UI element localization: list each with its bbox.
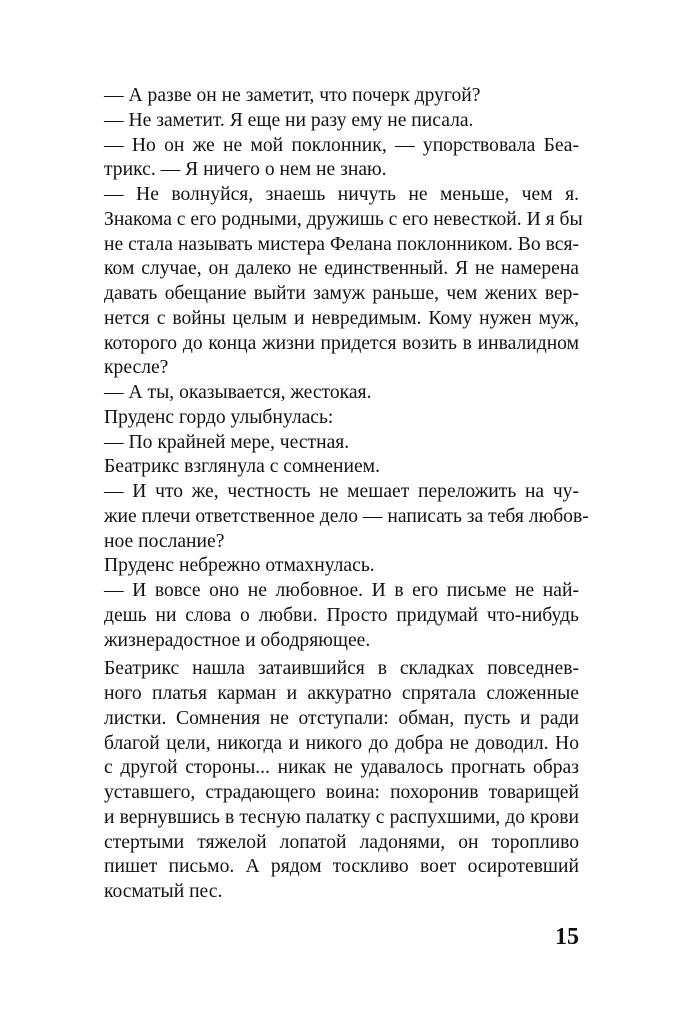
text-line: Пруденс небрежно отмахнулась. xyxy=(104,555,375,577)
text-line: ком случае, он далеко не единственный. Я не намерена xyxy=(104,258,579,280)
text-line: Пруденс гордо улыбнулась: xyxy=(104,406,334,428)
text-line: — Но он же не мой поклонник, — упорствовала Беа- xyxy=(104,134,579,156)
text-line: и вернувшись в тесную палатку с распухшими, до крови xyxy=(104,806,579,828)
text-line: Знакома с его родными, дружишь с его невесткой. И я бы xyxy=(104,208,583,230)
text-line: благой цели, никогда и никого до добра не доводил. Но xyxy=(104,732,579,754)
text-line: листки. Сомнения не отступали: обман, пусть и ради xyxy=(104,707,579,729)
text-line: ного платья карман и аккуратно спрятала сложенные xyxy=(104,683,579,704)
text-line: — А разве он не заметит, что почерк другой? xyxy=(104,85,481,106)
text-line: кресле? xyxy=(104,357,169,379)
text-line: Беатрикс нашла затаившийся в складках повседнев- xyxy=(104,658,579,680)
text-line: ное послание? xyxy=(104,530,225,552)
text-line: не стала называть мистера Фелана поклонником. Во вся- xyxy=(104,233,579,255)
body-text xyxy=(104,84,589,905)
text-line: которого до конца жизни придется возить в инвалидном xyxy=(104,332,579,354)
text-line: — И вовсе оно не любовное. И в его письме не най- xyxy=(104,580,579,601)
text-line: стертыми тяжелой лопатой ладонями, он торопливо xyxy=(104,831,579,853)
text-line: уставшего, страдающего воина: похоронив товарищей xyxy=(104,782,579,803)
text-line: жизнерадостное и ободряющее. xyxy=(104,629,371,651)
text-line: — Не заметит. Я еще ни разу ему не писала. xyxy=(104,109,474,131)
text-line: пишет письмо. А рядом тоскливо воет осиротевший xyxy=(104,856,579,878)
text-line: дешь ни слова о любви. Просто придумай что-нибудь xyxy=(104,604,579,626)
text-line: трикс. — Я ничего о нем не знаю. xyxy=(104,159,387,181)
text-line: с другой стороны... никак не удавалось прогнать образ xyxy=(104,757,579,779)
text-line: косматый пес. xyxy=(104,881,223,902)
text-line: — И что же, честность не мешает переложить на чу- xyxy=(104,481,579,502)
text-line: жие плечи ответственное дело — написать за тебя любов- xyxy=(104,505,589,527)
text-line: — Не волнуйся, знаешь ничуть не меньше, чем я. xyxy=(104,184,579,205)
text-line: нется с войны целым и невредимым. Кому нужен муж, xyxy=(104,307,579,329)
text-line: Беатрикс взглянула с сомнением. xyxy=(104,456,380,478)
text-line: — А ты, оказывается, жестокая. xyxy=(104,382,372,403)
text-line: давать обещание выйти замуж раньше, чем жених вер- xyxy=(104,283,579,304)
text-line: — По крайней мере, честная. xyxy=(104,431,350,453)
page-number: 15 xyxy=(555,924,579,950)
